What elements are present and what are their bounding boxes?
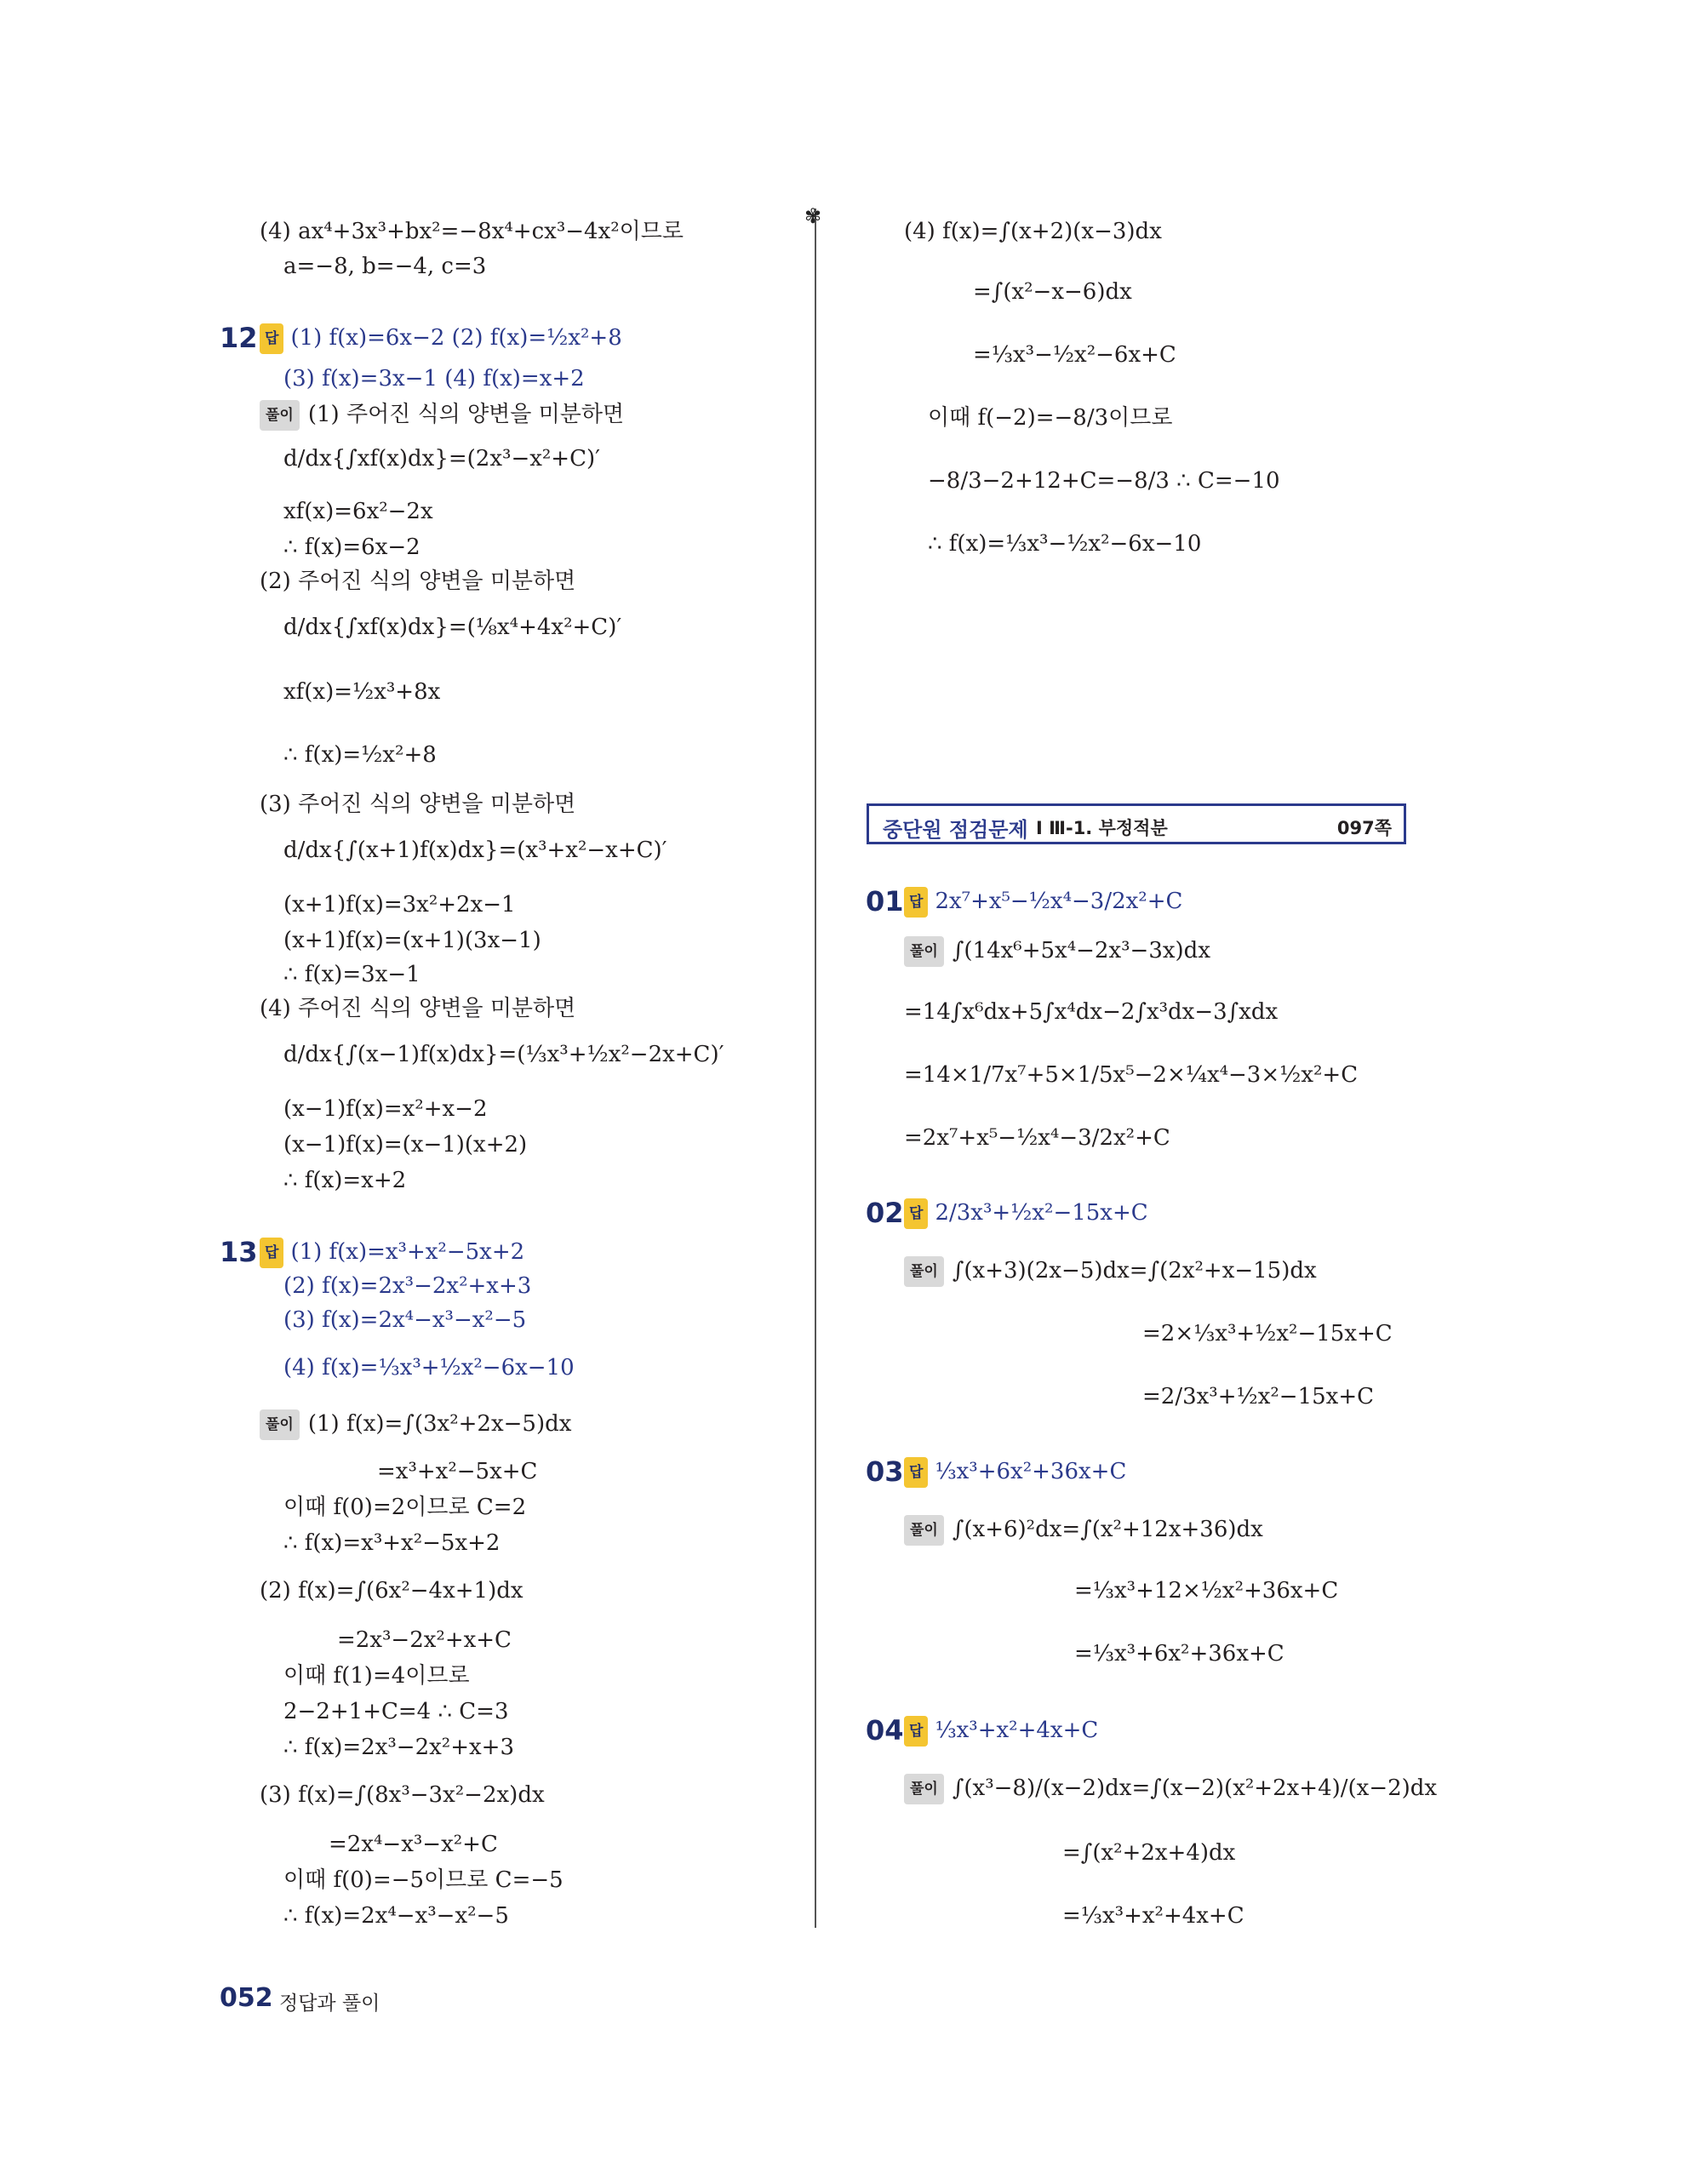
solution-badge: 풀이 <box>260 1409 300 1440</box>
answer-line <box>904 1457 1126 1488</box>
solution-text: (1) f(x)=∫(3x²+2x−5)dx <box>307 1411 572 1437</box>
solution-text: (2) f(x)=∫(6x²−4x+1)dx <box>260 1578 523 1604</box>
section-header <box>867 803 1406 844</box>
solution-text: ∴ f(x)=3x−1 <box>283 962 420 987</box>
solution-line <box>260 400 624 431</box>
solution-text: xf(x)=6x²−2x <box>283 499 433 524</box>
problem-number: 04 <box>866 1714 904 1747</box>
solution-text: =14×1/7x⁷+5×1/5x⁵−2×¼x⁴−3×½x²+C <box>904 1062 1359 1088</box>
answer-text: (1) f(x)=6x−2 (2) f(x)=½x²+8 <box>290 325 622 351</box>
answer-text: (3) f(x)=3x−1 (4) f(x)=x+2 <box>283 366 585 392</box>
p11-4-line2: a=−8, b=−4, c=3 <box>283 254 487 279</box>
answer-text: 2/3x³+½x²−15x+C <box>935 1200 1148 1226</box>
problem-number: 13 <box>220 1236 258 1268</box>
footer-title: 정답과 풀이 <box>279 1992 380 2015</box>
solution-line <box>904 1256 1317 1287</box>
solution-badge: 풀이 <box>904 1256 944 1287</box>
solution-text: (x−1)f(x)=x²+x−2 <box>283 1096 488 1122</box>
answer-text: 2x⁷+x⁵−½x⁴−3/2x²+C <box>935 889 1183 914</box>
solution-text: d/dx{∫xf(x)dx}=(⅛x⁴+4x²+C)′ <box>283 615 622 640</box>
solution-text: ∴ f(x)=x+2 <box>283 1168 407 1193</box>
solution-badge: 풀이 <box>904 1774 944 1804</box>
solution-text: =⅓x³+6x²+36x+C <box>1074 1641 1284 1667</box>
solution-text: ∫(14x⁶+5x⁴−2x³−3x)dx <box>952 938 1210 963</box>
solution-text: =2x⁷+x⁵−½x⁴−3/2x²+C <box>904 1125 1170 1151</box>
section-page-ref: 097쪽 <box>1336 818 1392 838</box>
answer-text: (4) f(x)=⅓x³+½x²−6x−10 <box>283 1355 575 1381</box>
solution-text: ∴ f(x)=x³+x²−5x+2 <box>283 1530 501 1556</box>
problem-number: 03 <box>866 1455 904 1488</box>
solution-text: =∫(x²+2x+4)dx <box>1062 1840 1236 1866</box>
solution-text: (x+1)f(x)=(x+1)(3x−1) <box>283 928 541 953</box>
solution-text: ∴ f(x)=6x−2 <box>283 535 420 560</box>
solution-text: (x+1)f(x)=3x²+2x−1 <box>283 892 516 918</box>
solution-text: =x³+x²−5x+C <box>377 1459 538 1484</box>
solution-text: (x−1)f(x)=(x−1)(x+2) <box>283 1132 528 1158</box>
solution-text: −8/3−2+12+C=−8/3 ∴ C=−10 <box>928 468 1280 494</box>
problem-number: 02 <box>866 1197 904 1229</box>
solution-badge: 풀이 <box>904 1515 944 1546</box>
section-title: 중단원 점검문제 <box>883 818 1028 842</box>
answer-line <box>904 887 1182 918</box>
solution-text: (4) f(x)=∫(x+2)(x−3)dx <box>904 219 1162 244</box>
answer-badge: 답 <box>260 1238 283 1268</box>
answer-badge: 답 <box>904 1198 928 1229</box>
answer-badge: 답 <box>904 1716 928 1747</box>
solution-text: d/dx{∫(x+1)f(x)dx}=(x³+x²−x+C)′ <box>283 838 667 863</box>
solution-text: ∫(x+6)²dx=∫(x²+12x+36)dx <box>952 1517 1263 1542</box>
solution-text: ∫(x³−8)/(x−2)dx=∫(x−2)(x²+2x+4)/(x−2)dx <box>952 1775 1438 1801</box>
solution-line <box>904 936 1210 967</box>
page-number: 052 <box>220 1983 273 2013</box>
solution-text: 이때 f(−2)=−8/3이므로 <box>928 405 1173 431</box>
solution-text: (3) f(x)=∫(8x³−3x²−2x)dx <box>260 1782 545 1808</box>
answer-text: (2) f(x)=2x³−2x²+x+3 <box>283 1273 532 1299</box>
answer-line <box>904 1198 1148 1229</box>
solution-text: d/dx{∫xf(x)dx}=(2x³−x²+C)′ <box>283 446 601 472</box>
solution-text: =⅓x³+12×½x²+36x+C <box>1074 1578 1339 1604</box>
solution-text: 2−2+1+C=4 ∴ C=3 <box>283 1699 509 1724</box>
problem-number: 01 <box>866 885 904 918</box>
solution-line <box>904 1774 1437 1804</box>
solution-text: =∫(x²−x−6)dx <box>973 279 1132 305</box>
p11-4-line1: (4) ax⁴+3x³+bx²=−8x⁴+cx³−4x²이므로 <box>260 219 684 244</box>
solution-text: ∫(x+3)(2x−5)dx=∫(2x²+x−15)dx <box>952 1258 1317 1284</box>
solution-text: (3) 주어진 식의 양변을 미분하면 <box>260 792 576 817</box>
solution-badge: 풀이 <box>260 400 300 431</box>
answer-text: (1) f(x)=x³+x²−5x+2 <box>290 1239 525 1265</box>
solution-text: =2x³−2x²+x+C <box>337 1627 512 1653</box>
answer-line <box>904 1716 1098 1747</box>
solution-text: =2x⁴−x³−x²+C <box>329 1832 498 1857</box>
solution-text: xf(x)=½x³+8x <box>283 679 441 705</box>
column-divider <box>815 209 816 1928</box>
solution-text: (4) 주어진 식의 양변을 미분하면 <box>260 996 576 1021</box>
solution-line <box>904 1515 1263 1546</box>
solution-text: ∴ f(x)=½x²+8 <box>283 742 437 768</box>
answer-badge: 답 <box>260 323 283 354</box>
answer-text: ⅓x³+6x²+36x+C <box>935 1459 1127 1484</box>
answer-line <box>260 1238 524 1268</box>
solution-text: (1) 주어진 식의 양변을 미분하면 <box>307 402 625 427</box>
solution-text: =⅓x³+x²+4x+C <box>1062 1903 1244 1929</box>
answer-line <box>260 323 622 354</box>
solution-text: =⅓x³−½x²−6x+C <box>973 342 1176 368</box>
answer-badge: 답 <box>904 887 928 918</box>
solution-text: ∴ f(x)=2x³−2x²+x+3 <box>283 1735 514 1760</box>
solution-text: =14∫x⁶dx+5∫x⁴dx−2∫x³dx−3∫xdx <box>904 999 1279 1025</box>
solution-text: =2/3x³+½x²−15x+C <box>1142 1384 1374 1409</box>
solution-text: ∴ f(x)=2x⁴−x³−x²−5 <box>283 1903 509 1929</box>
problem-number: 12 <box>220 322 258 354</box>
solution-text: 이때 f(0)=−5이므로 C=−5 <box>283 1867 564 1893</box>
answer-badge: 답 <box>904 1457 928 1488</box>
solution-text: 이때 f(1)=4이므로 <box>283 1663 470 1689</box>
solution-badge: 풀이 <box>904 936 944 967</box>
solution-text: =2×⅓x³+½x²−15x+C <box>1142 1321 1393 1346</box>
solution-text: d/dx{∫(x−1)f(x)dx}=(⅓x³+½x²−2x+C)′ <box>283 1042 724 1067</box>
answer-text: (3) f(x)=2x⁴−x³−x²−5 <box>283 1307 527 1333</box>
solution-text: (2) 주어진 식의 양변을 미분하면 <box>260 569 576 594</box>
solution-text: 이때 f(0)=2이므로 C=2 <box>283 1495 527 1520</box>
section-subtitle: I Ⅲ-1. 부정적분 <box>1036 818 1168 838</box>
solution-line <box>260 1409 571 1440</box>
solution-text: ∴ f(x)=⅓x³−½x²−6x−10 <box>928 531 1202 557</box>
answer-text: ⅓x³+x²+4x+C <box>935 1718 1099 1743</box>
divider-ornament-icon: ✾ <box>804 204 822 228</box>
